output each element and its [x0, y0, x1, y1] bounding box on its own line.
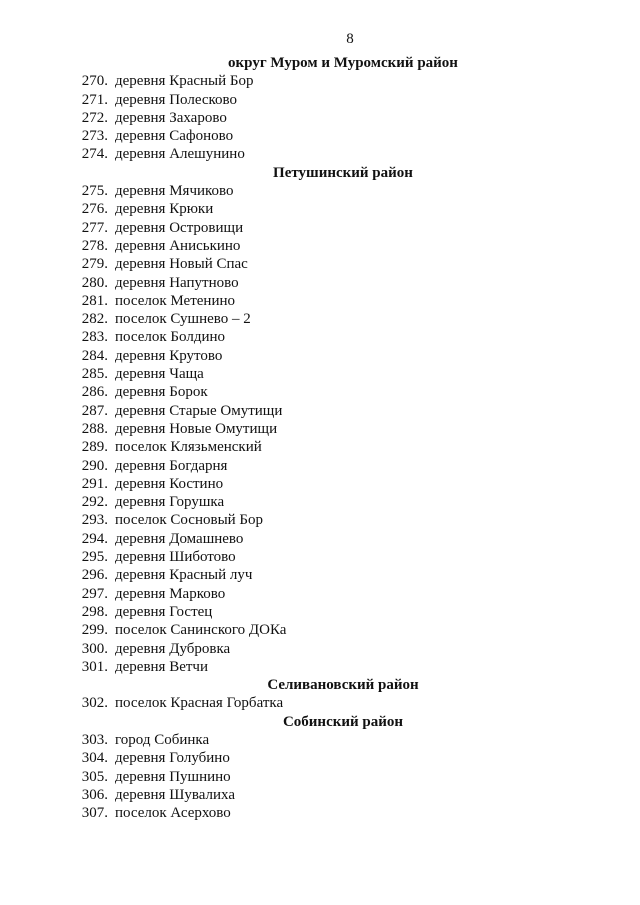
list-item	[0, 109, 640, 127]
item-name: поселок Метенино	[115, 292, 236, 309]
item-name: деревня Новые Омутищи	[115, 420, 278, 437]
list-item	[0, 475, 640, 493]
item-number: 298.	[81, 603, 108, 620]
item-number: 296.	[81, 567, 108, 584]
section-heading: округ Муром и Муромский район	[228, 55, 458, 71]
list-item	[0, 328, 640, 346]
list-item	[0, 237, 640, 255]
item-name: деревня Аниськино	[115, 237, 241, 254]
list-item	[0, 438, 640, 456]
list-item	[0, 91, 640, 109]
list-item	[0, 566, 640, 584]
item-name: поселок Сосновый Бор	[115, 512, 264, 529]
list-item	[0, 731, 640, 749]
list-item	[0, 804, 640, 822]
item-number: 307.	[81, 805, 108, 822]
item-number: 279.	[81, 256, 108, 273]
item-number: 300.	[81, 640, 108, 657]
item-number: 294.	[81, 530, 108, 547]
item-name: деревня Новый Спас	[115, 256, 248, 273]
item-name: деревня Захарово	[115, 109, 227, 126]
item-number: 288.	[81, 420, 108, 437]
item-number: 270.	[81, 73, 108, 90]
item-name: деревня Горушка	[115, 494, 225, 511]
item-name: деревня Дубровка	[115, 640, 231, 657]
list-item	[0, 603, 640, 621]
item-name: поселок Болдино	[115, 329, 226, 346]
item-name: поселок Санинского ДОКа	[115, 622, 287, 639]
list-item	[0, 145, 640, 163]
list-item	[0, 310, 640, 328]
item-number: 306.	[81, 786, 108, 803]
item-number: 280.	[81, 274, 108, 291]
item-name: деревня Сафоново	[115, 128, 234, 145]
item-name: деревня Крюки	[115, 201, 214, 218]
item-name: город Собинка	[115, 731, 210, 748]
item-number: 281.	[81, 292, 108, 309]
item-number: 303.	[81, 731, 108, 748]
item-name: деревня Домашнево	[115, 530, 244, 547]
section-heading: Собинский район	[282, 713, 404, 730]
list-item	[0, 255, 640, 273]
item-number: 285.	[81, 366, 108, 383]
item-number: 271.	[81, 91, 108, 108]
list-item	[0, 402, 640, 420]
item-name: деревня Чаща	[115, 366, 204, 383]
item-number: 297.	[81, 585, 108, 602]
item-number: 290.	[81, 457, 108, 474]
item-name: деревня Богдарня	[115, 457, 228, 474]
item-name: деревня Красный Бор	[115, 73, 254, 90]
list-item	[0, 127, 640, 145]
item-number: 284.	[81, 347, 108, 364]
item-number: 299.	[81, 622, 108, 639]
list-item	[0, 694, 640, 712]
list-item	[0, 182, 640, 200]
item-number: 273.	[81, 128, 108, 145]
item-number: 289.	[81, 439, 108, 456]
item-name: поселок Сушнево – 2	[115, 311, 251, 328]
list-item	[0, 292, 640, 310]
list-item	[0, 200, 640, 218]
list-item	[0, 274, 640, 292]
list-item	[0, 585, 640, 603]
list-item	[0, 658, 640, 676]
item-number: 293.	[81, 512, 108, 529]
item-number: 278.	[81, 237, 108, 254]
item-number: 282.	[81, 311, 108, 328]
item-number: 275.	[81, 183, 108, 200]
page-number: 8	[346, 31, 354, 47]
item-number: 276.	[81, 201, 108, 218]
item-name: деревня Красный луч	[115, 567, 253, 584]
item-number: 272.	[81, 109, 108, 126]
list-item	[0, 530, 640, 548]
list-item	[0, 749, 640, 767]
item-number: 295.	[81, 549, 108, 566]
item-name: поселок Клязьменский	[115, 439, 262, 456]
item-name: деревня Борок	[115, 384, 208, 401]
item-name: деревня Голубино	[115, 750, 230, 767]
item-number: 277.	[81, 219, 108, 236]
list-item	[0, 457, 640, 475]
item-number: 302.	[81, 695, 108, 712]
list-item	[0, 548, 640, 566]
list-item	[0, 621, 640, 639]
list-item	[0, 383, 640, 401]
item-number: 274.	[81, 146, 108, 163]
list-item	[0, 365, 640, 383]
section-heading: Петушинский район	[273, 164, 413, 181]
item-name: деревня Костино	[115, 475, 224, 492]
item-name: поселок Красная Горбатка	[115, 695, 284, 712]
list-item	[0, 511, 640, 529]
item-number: 292.	[81, 494, 108, 511]
item-number: 291.	[81, 475, 108, 492]
item-name: деревня Марково	[115, 585, 226, 602]
list-item	[0, 493, 640, 511]
item-name: деревня Полесково	[115, 91, 238, 108]
item-name: деревня Мячиково	[115, 183, 234, 200]
item-number: 305.	[81, 768, 108, 785]
item-number: 301.	[81, 658, 108, 675]
list-item	[0, 420, 640, 438]
item-number: 304.	[81, 750, 108, 767]
list-item	[0, 347, 640, 365]
list-item	[0, 219, 640, 237]
item-name: деревня Шиботово	[115, 549, 236, 566]
item-name: деревня Напутново	[115, 274, 239, 291]
item-name: деревня Пушнино	[115, 768, 231, 785]
item-number: 287.	[81, 402, 108, 419]
section-heading: Селивановский район	[267, 677, 419, 694]
list-item	[0, 640, 640, 658]
item-number: 286.	[81, 384, 108, 401]
list-item	[0, 72, 640, 90]
item-name: деревня Гостец	[115, 603, 213, 620]
item-name: деревня Островищи	[115, 219, 244, 236]
item-name: деревня Крутово	[115, 347, 223, 364]
item-name: деревня Ветчи	[115, 658, 208, 675]
item-name: деревня Алешунино	[115, 146, 245, 163]
settlement-list	[0, 54, 640, 822]
list-item	[0, 786, 640, 804]
item-name: деревня Старые Омутищи	[115, 402, 283, 419]
list-item	[0, 768, 640, 786]
item-number: 283.	[81, 329, 108, 346]
item-name: деревня Шувалиха	[115, 786, 235, 803]
item-name: поселок Асерхово	[115, 805, 231, 822]
